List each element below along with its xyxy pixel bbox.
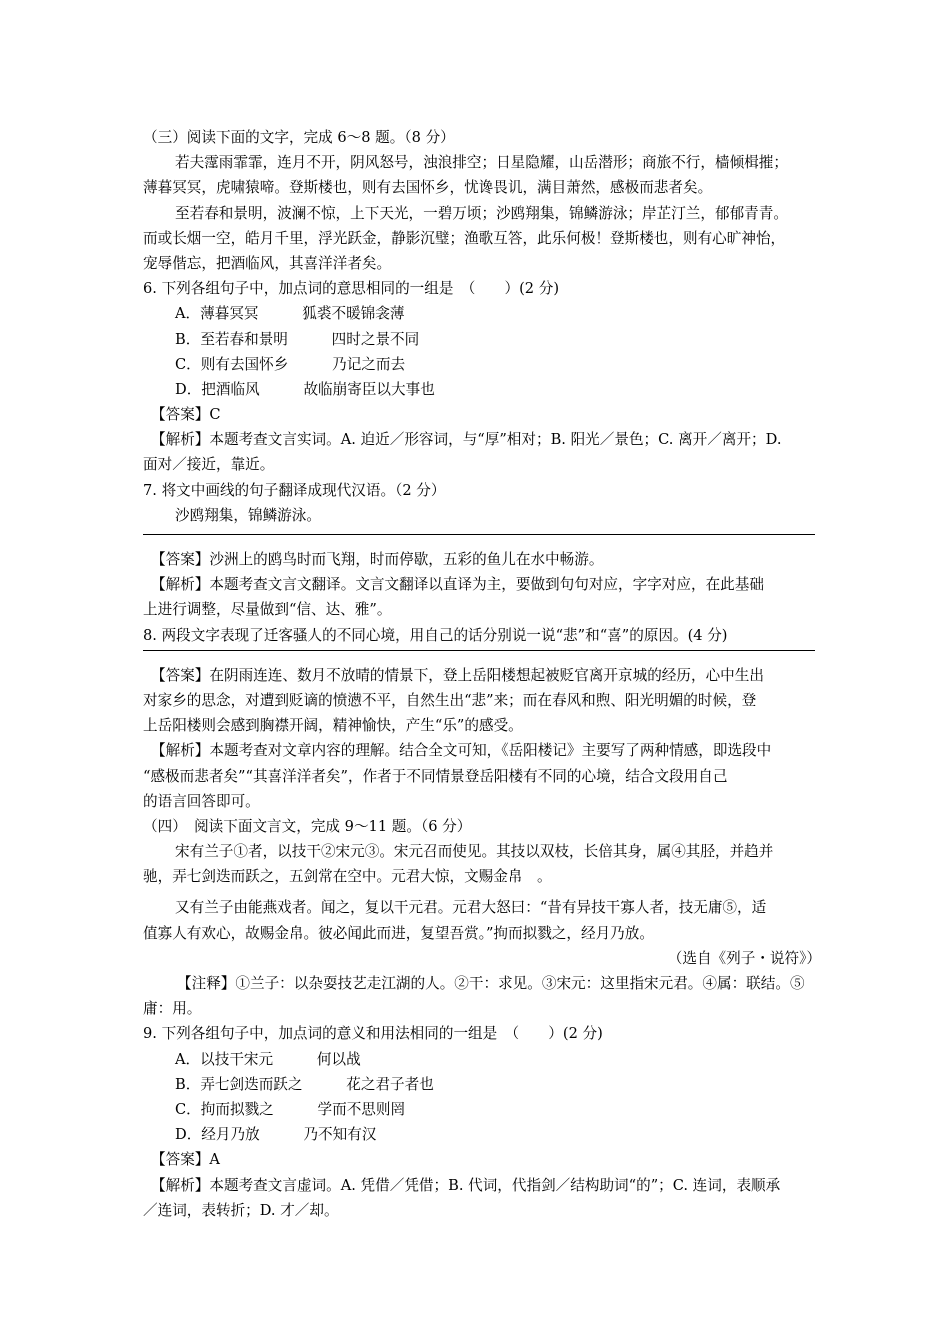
document-page	[143, 125, 843, 1223]
question-9-analysis: 【解析】本题考查文言虚词。A. 凭借／凭借；B. 代词，代指剑／结构助词“的”；C. 连词，表顺承	[151, 1176, 781, 1194]
question-7-analysis: 【解析】本题考查文言文翻译。文言文翻译以直译为主，要做到句句对应，字字对应，在此基础	[151, 576, 764, 594]
question-8-answer: 【答案】在阴雨连连、数月不放晴的情景下，登上岳阳楼想起被贬官离开京城的经历，心中生出	[151, 666, 764, 684]
passage-3-line: 而或长烟一空，皓月千里，浮光跃金，静影沉璧；渔歌互答，此乐何极！登斯楼也，则有心旷神怡，	[143, 229, 786, 247]
passage-4-line: 又有兰子由能燕戏者。闻之，复以干元君。元君大怒曰：“昔有异技干寡人者，技无庸⑤，适	[175, 899, 767, 917]
passage-3-line: 至若春和景明，波澜不惊，上下天光，一碧万顷；沙鸥翔集，锦鳞游泳；岸芷汀兰，郁郁青青。	[175, 204, 788, 222]
question-8-analysis: “感极而悲者矣”“其喜洋洋者矣”，作者于不同情景登岳阳楼有不同的心境，结合文段用自己	[143, 767, 728, 785]
question-7-stem: 7. 将文中画线的句子翻译成现代汉语。（2 分）	[143, 481, 446, 499]
question-6-option-c: C．则有去国怀乡 乃记之而去	[175, 355, 406, 373]
section-4-header: （四） 阅读下面文言文，完成 9～11 题。（6 分）	[143, 817, 472, 835]
question-9-analysis: ／连词，表转折；D. 才／却。	[143, 1201, 339, 1219]
question-9-option-d: D．经月乃放 乃不知有汉	[175, 1126, 377, 1144]
notes: 【注释】①兰子：以杂耍技艺走江湖的人。②干：求见。③宋元：这里指宋元君。④属：联结。⑤	[177, 975, 805, 992]
question-8-analysis: 【解析】本题考查对文章内容的理解。结合全文可知，《岳阳楼记》主要写了两种情感，即选段中	[151, 742, 772, 760]
passage-source: （选自《列子・说符》）	[667, 949, 821, 967]
question-9-option-b: B．弄七剑迭而跃之 花之君子者也	[175, 1075, 434, 1093]
notes: 庸：用。	[143, 1000, 202, 1018]
question-6-stem: 6. 下列各组句子中，加点词的意思相同的一组是 （ ）(2 分)	[143, 280, 560, 298]
section-3-header: （三）阅读下面的文字，完成 6～8 题。（8 分）	[143, 129, 455, 146]
passage-4-line: 值寡人有欢心，故赐金帛。彼必闻此而进，复望吾赏。”拘而拟戮之，经月乃放。	[143, 924, 654, 942]
question-7-analysis: 上进行调整，尽量做到“信、达、雅”。	[143, 601, 392, 619]
question-9-option-a: A．以技干宋元 何以战	[175, 1050, 361, 1068]
question-8-answer: 对家乡的思念，对遭到贬谪的愤懑不平，自然生出“悲”来；而在春风和煦、阳光明媚的时候，登	[143, 691, 757, 709]
question-8-answer: 上岳阳楼则会感到胸襟开阔，精神愉快，产生“乐”的感受。	[143, 717, 523, 735]
question-7-sentence: 沙鸥翔集，锦鳞游泳。	[175, 506, 321, 524]
question-9-stem: 9. 下列各组句子中，加点词的意义和用法相同的一组是 （ ）(2 分)	[143, 1025, 603, 1043]
question-7-answer: 【答案】沙洲上的鸥鸟时而飞翔，时而停歇，五彩的鱼儿在水中畅游。	[151, 551, 604, 568]
question-6-analysis: 【解析】本题考查文言实词。A. 迫近／形容词，与“厚”相对；B. 阳光／景色；C. 离开／离开；D.	[151, 431, 782, 449]
passage-3-line: 若夫霪雨霏霏，连月不开，阴风怒号，浊浪排空；日星隐耀，山岳潜形；商旅不行，樯倾楫摧；	[175, 154, 788, 172]
question-6-answer: 【答案】C	[151, 406, 221, 424]
question-8-analysis: 的语言回答即可。	[143, 792, 260, 810]
question-8-stem: 8. 两段文字表现了迁客骚人的不同心境，用自己的话分别说一说“悲”和“喜”的原因。(4 分)	[143, 626, 728, 644]
passage-3-line: 薄暮冥冥，虎啸猿啼。登斯楼也，则有去国怀乡，忧谗畏讥，满目萧然，感极而悲者矣。	[143, 179, 713, 197]
question-9-answer: 【答案】A	[151, 1151, 220, 1169]
question-6-analysis: 面对／接近，靠近。	[143, 456, 275, 474]
passage-4-line: 宋有兰子①者，以技干②宋元③。宋元召而使见。其技以双枝，长倍其身，属④其胫，并趋并	[175, 843, 774, 861]
answer-line	[143, 534, 815, 547]
passage-3-line: 宠辱偕忘，把酒临风，其喜洋洋者矣。	[143, 254, 392, 272]
question-6-option-b: B．至若春和景明 四时之景不同	[175, 330, 420, 348]
passage-4-line: 驰，弄七剑迭而跃之，五剑常在空中。元君大惊，文赐金帛 。	[143, 868, 552, 886]
answer-line	[143, 650, 815, 663]
question-9-option-c: C．拘而拟戮之 学而不思则罔	[175, 1100, 406, 1118]
question-6-option-a: A．薄暮冥冥 狐裘不暖锦衾薄	[175, 305, 405, 323]
question-6-option-d: D．把酒临风 故临崩寄臣以大事也	[175, 380, 435, 398]
